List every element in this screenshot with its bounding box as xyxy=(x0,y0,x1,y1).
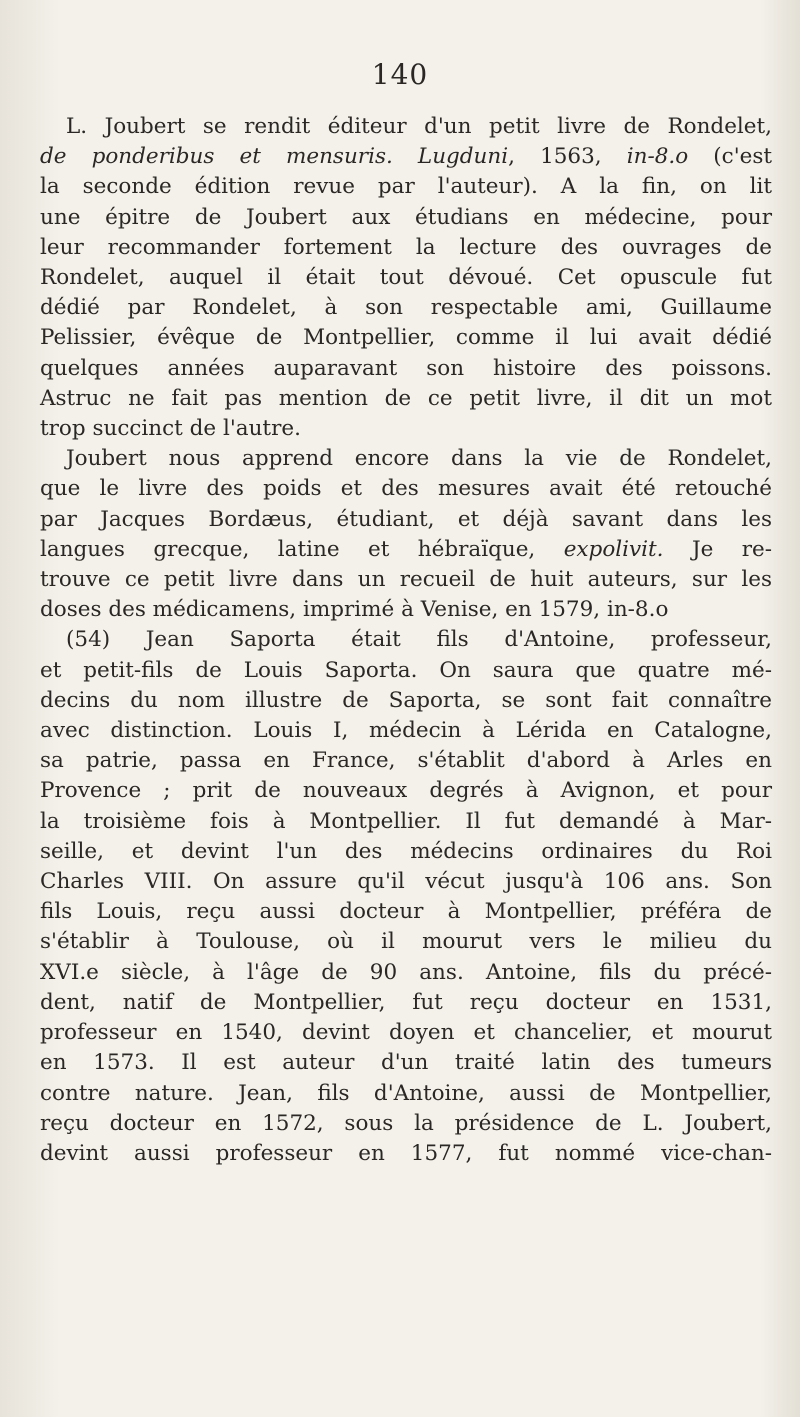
text-line: Astruc ne fait pas mention de ce petit livre, il dit un mot xyxy=(40,385,772,411)
text-line: Pelissier, évêque de Montpellier, comme il lui avait dédié xyxy=(40,325,772,351)
text-line: Rondelet, auquel il était tout dévoué. Cet opuscule fut xyxy=(40,265,772,291)
text-line: fils Louis, reçu aussi docteur à Montpellier, préféra de xyxy=(40,899,772,925)
text-line: seille, et devint l'un des médecins ordinaires du Roi xyxy=(40,838,772,864)
text-line: s'établir à Toulouse, où il mourut vers le milieu du xyxy=(40,929,772,955)
page-body xyxy=(40,112,772,1169)
text-line: Joubert nous apprend encore dans la vie de Rondelet, xyxy=(66,446,772,472)
text-line: par Jacques Bordæus, étudiant, et déjà savant dans les xyxy=(40,506,772,532)
text-line: langues grecque, latine et hébraïque, expolivit. Je re- xyxy=(40,536,773,562)
text-line: reçu docteur en 1572, sous la présidence de L. Joubert, xyxy=(40,1110,772,1136)
text-line: et petit-fils de Louis Saporta. On saura que quatre mé- xyxy=(40,657,772,683)
text-line: quelques années auparavant son histoire des poissons. xyxy=(40,355,772,381)
text-line: devint aussi professeur en 1577, fut nommé vice-chan- xyxy=(40,1140,772,1166)
footnote-54-saporta xyxy=(40,625,772,1169)
text-line: doses des médicamens, imprimé à Venise, en 1579, in-8.o xyxy=(40,597,669,623)
text-line: sa patrie, passa en France, s'établit d'abord à Arles en xyxy=(40,748,772,774)
paragraph-bordaeus xyxy=(40,444,772,625)
text-line: dédié par Rondelet, à son respectable ami, Guillaume xyxy=(40,295,772,321)
text-line: decins du nom illustre de Saporta, se sont fait connaître xyxy=(40,687,772,713)
text-line: Provence ; prit de nouveaux degrés à Avignon, et pour xyxy=(40,778,772,804)
text-line: trop succinct de l'autre. xyxy=(40,416,301,442)
text-line: leur recommander fortement la lecture des ouvrages de xyxy=(40,234,772,260)
text-line: que le livre des poids et des mesures avait été retouché xyxy=(40,476,772,502)
text-line: Charles VIII. On assure qu'il vécut jusqu'à 106 ans. Son xyxy=(40,869,772,895)
text-line: trouve ce petit livre dans un recueil de huit auteurs, sur les xyxy=(40,567,772,593)
paragraph-joubert-editor xyxy=(40,112,772,444)
text-line: contre nature. Jean, fils d'Antoine, aussi de Montpellier, xyxy=(40,1080,772,1106)
text-line: professeur en 1540, devint doyen et chancelier, et mourut xyxy=(40,1020,772,1046)
text-line: une épitre de Joubert aux étudians en médecine, pour xyxy=(40,204,772,230)
text-line: la troisième fois à Montpellier. Il fut demandé à Mar- xyxy=(40,808,772,834)
text-line: la seconde édition revue par l'auteur). A la fin, on lit xyxy=(40,174,772,200)
text-line: en 1573. Il est auteur d'un traité latin des tumeurs xyxy=(40,1050,772,1076)
text-line: XVI.e siècle, à l'âge de 90 ans. Antoine, fils du précé- xyxy=(40,959,772,985)
text-line: avec distinction. Louis I, médecin à Lérida en Catalogne, xyxy=(40,718,772,744)
text-line: L. Joubert se rendit éditeur d'un petit livre de Rondelet, xyxy=(66,114,772,139)
text-line: dent, natif de Montpellier, fut reçu docteur en 1531, xyxy=(40,989,772,1015)
page-number: 140 xyxy=(371,58,429,91)
text-line: de ponderibus et mensuris. Lugduni, 1563, in-8.o (c'est xyxy=(40,144,772,170)
text-line: (54) Jean Saporta était fils d'Antoine, professeur, xyxy=(66,627,772,653)
